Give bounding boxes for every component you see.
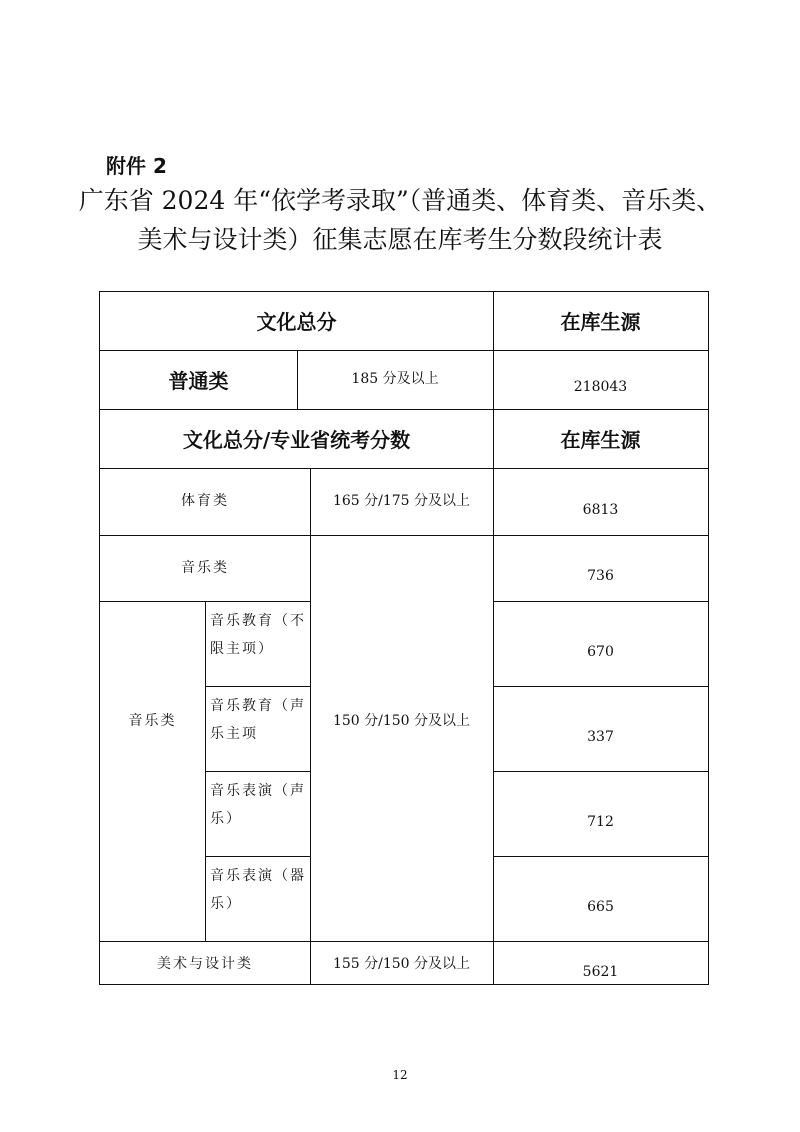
row-divider (205, 686, 310, 687)
title-line-2: 美术与设计类）征集志愿在库考生分数段统计表 (137, 225, 663, 254)
row-divider (100, 468, 708, 469)
header-pool: 在库生源 (560, 310, 641, 334)
sports-score: 165 分/175 分及以上 (332, 493, 471, 509)
music-sub-label: 音乐教育（不限主项） (210, 613, 306, 657)
header-total-score: 文化总分 (256, 310, 337, 334)
column-divider (205, 601, 206, 941)
row-divider (493, 601, 708, 602)
sports-pool: 6813 (582, 502, 619, 518)
music-sub-pool: 665 (587, 899, 614, 915)
music-label: 音乐类 (181, 560, 229, 576)
music-sub-label: 音乐教育（声乐主项 (210, 698, 306, 742)
art-score: 155 分/150 分及以上 (332, 956, 471, 972)
attachment-label: 附件 2 (106, 154, 167, 178)
music-sub-label: 音乐表演（声乐） (210, 783, 306, 827)
title-line-1: 广东省 2024 年“依学考录取”（普通类、体育类、音乐类、 (78, 186, 722, 215)
art-pool: 5621 (582, 964, 619, 980)
art-label: 美术与设计类 (157, 956, 253, 972)
row-divider (493, 771, 708, 772)
row-divider (100, 535, 708, 536)
header-pool-2: 在库生源 (560, 428, 641, 452)
music-sub-pool: 712 (587, 814, 614, 830)
music-sub-pool: 670 (587, 644, 614, 660)
page-number: 12 (392, 1068, 408, 1082)
header-combined-score: 文化总分/专业省统考分数 (182, 428, 411, 452)
row-divider (493, 686, 708, 687)
row-divider (100, 409, 708, 410)
column-divider (493, 292, 494, 984)
row-divider (205, 856, 310, 857)
row-divider (100, 941, 708, 942)
music-sub-label: 音乐表演（器乐） (210, 868, 306, 912)
row-divider (205, 771, 310, 772)
general-pool: 218043 (573, 379, 628, 395)
general-score: 185 分及以上 (351, 371, 439, 387)
general-label: 普通类 (168, 369, 229, 393)
score-statistics-table (99, 291, 709, 985)
row-divider (493, 856, 708, 857)
sports-label: 体育类 (181, 493, 229, 509)
music-group-label: 音乐类 (128, 713, 177, 729)
music-pool: 736 (587, 568, 614, 584)
music-sub-pool: 337 (587, 729, 614, 745)
row-divider (100, 350, 708, 351)
music-score: 150 分/150 分及以上 (332, 713, 471, 729)
